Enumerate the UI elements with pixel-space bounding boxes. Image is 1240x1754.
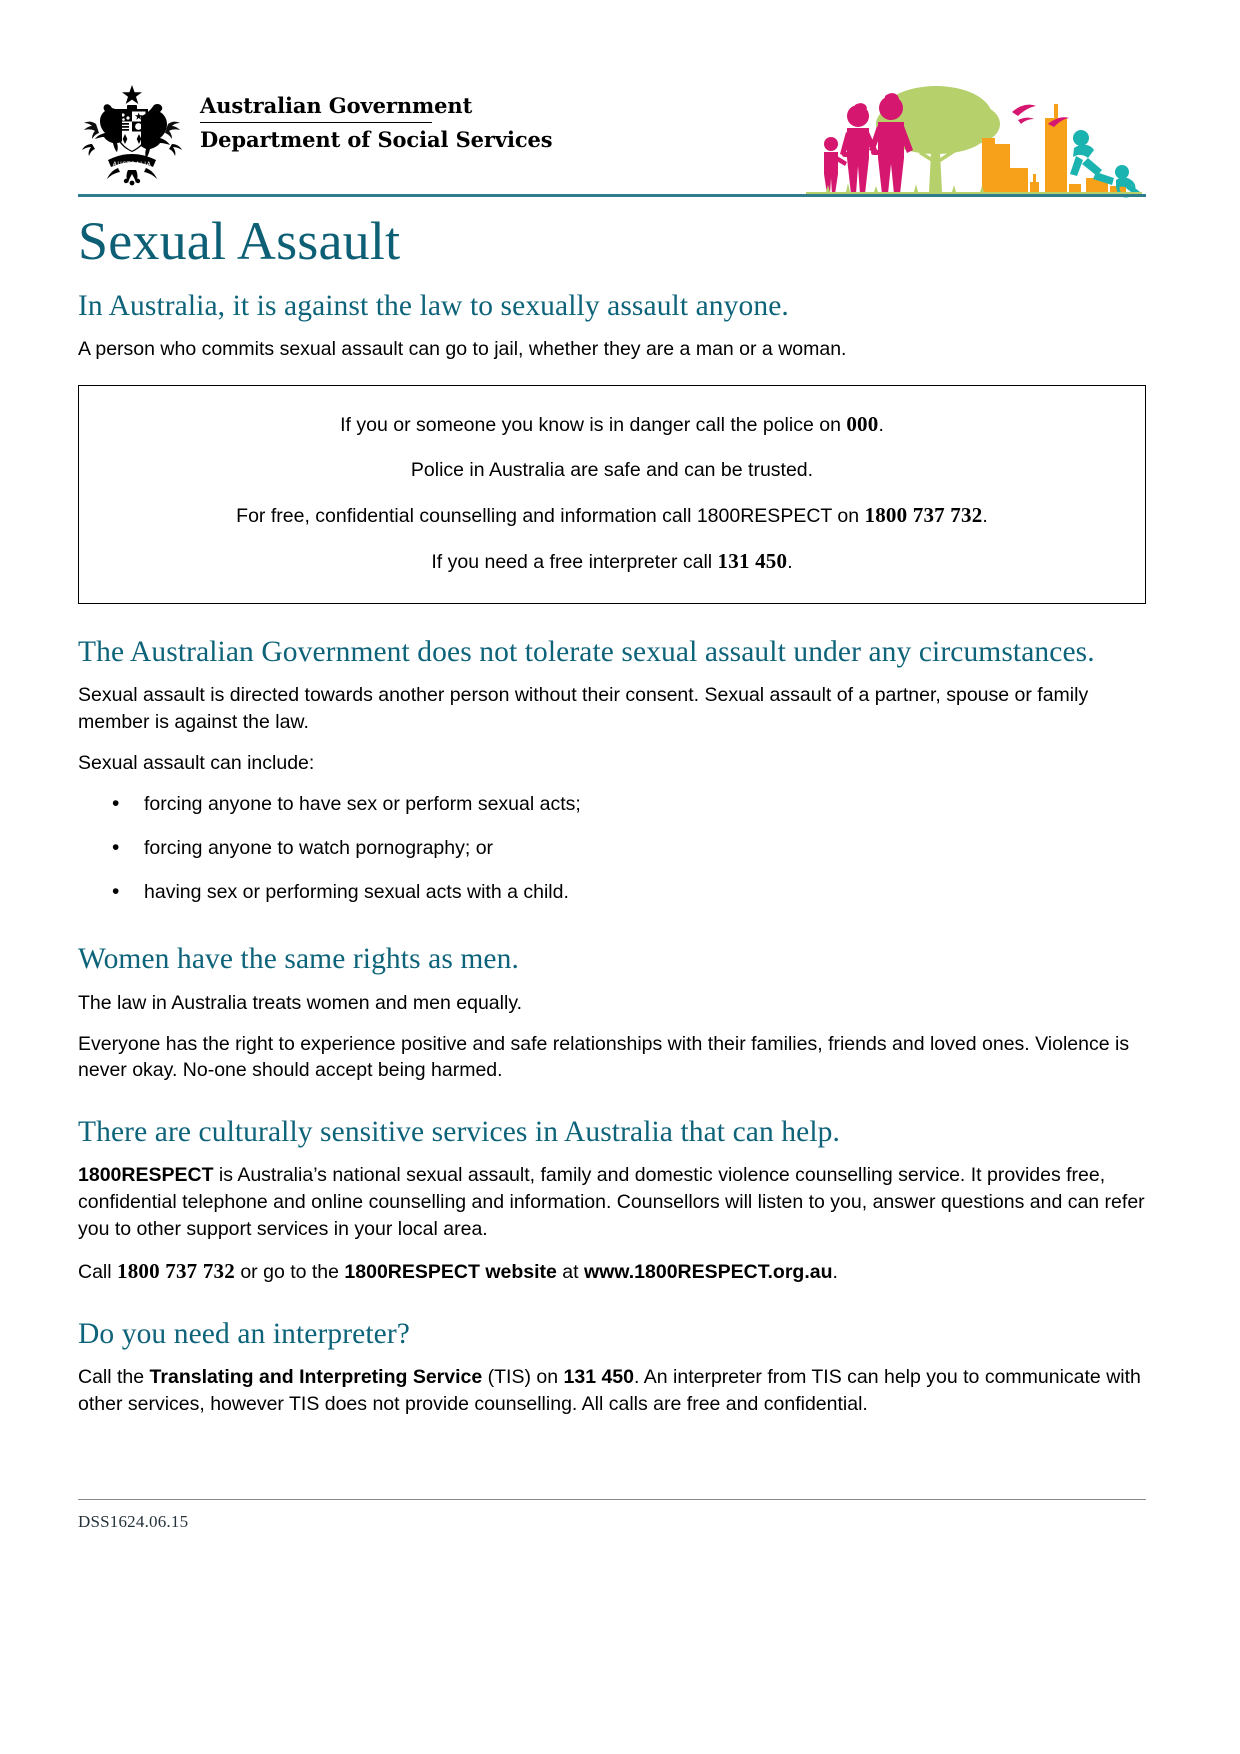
- document-code: DSS1624.06.15: [78, 1512, 189, 1531]
- services-paragraph-1-rest: is Australia’s national sexual assault, family and domestic violence counselling service. It provides free, confidential telephone and online counselling and information. Counsellors will listen to you, answer questions and can refer you to other support services in your local area.: [78, 1164, 1145, 1241]
- list-item: • forcing anyone to have sex or perform sexual acts;: [78, 791, 1146, 818]
- callout-line-respect: [99, 501, 1125, 530]
- heading-interpreter: Do you need an interpreter?: [78, 1318, 410, 1351]
- callout-line-police: [99, 410, 1125, 439]
- emergency-contact-box: [78, 385, 1146, 603]
- callout-police-period: .: [878, 414, 884, 437]
- callout-line-interpreter: [99, 547, 1125, 576]
- government-branding: [78, 78, 553, 186]
- goto-label: or go to the: [234, 1261, 345, 1284]
- intro-paragraph: A person who commits sexual assault can go to jail, whether they are a man or a woman.: [78, 338, 847, 361]
- services-paragraph-2: [78, 1257, 1146, 1286]
- callout-respect-period: .: [982, 505, 988, 528]
- tolerate-paragraph-1: Sexual assault is directed towards another person without their consent. Sexual assault of a partner, spouse or family member is against the law.: [78, 684, 1089, 733]
- rights-paragraph-2: Everyone has the right to experience positive and safe relationships with their families, friends and loved ones. Violence is never okay. No-one should accept being harmed.: [78, 1032, 1130, 1082]
- list-item: • having sex or performing sexual acts with a child.: [78, 879, 1146, 906]
- australian-coat-of-arms-icon: [78, 78, 186, 186]
- page-title: Sexual Assault: [78, 211, 401, 271]
- svg-text:AUSTRALIA: AUSTRALIA: [112, 161, 152, 168]
- at-label: at: [556, 1261, 584, 1284]
- section-spacer: [78, 1300, 1146, 1316]
- document-header: [78, 72, 1146, 200]
- section-spacer: [78, 1098, 1146, 1114]
- callout-interpreter-text: If you need a free interpreter call: [431, 551, 718, 574]
- tolerate-paragraph-2: Sexual assault can include:: [78, 751, 315, 774]
- heading-services: There are culturally sensitive services in Australia that can help.: [78, 1116, 840, 1149]
- heading-intro: In Australia, it is against the law to sexually assault anyone.: [78, 290, 789, 323]
- tis-service-name: Translating and Interpreting Service: [149, 1366, 483, 1389]
- sexual-assault-examples-list: [78, 791, 1146, 906]
- services-paragraph-2-period: .: [832, 1261, 838, 1284]
- interpreter-paragraph: [78, 1364, 1146, 1418]
- respect-website-label: 1800RESPECT website: [344, 1261, 557, 1284]
- callout-line-trust: Police in Australia are safe and can be trusted.: [410, 458, 814, 481]
- list-item: • forcing anyone to watch pornography; or: [78, 835, 1146, 862]
- police-phone-number: 000: [846, 412, 879, 437]
- respect-website-url: www.1800RESPECT.org.au: [583, 1261, 833, 1284]
- family-silhouette-shape: [824, 93, 913, 194]
- banner-illustration: [786, 72, 1146, 198]
- respect-phone-number-repeat: 1800 737 732: [117, 1259, 235, 1284]
- heading-tolerate: The Australian Government does not tolerate sexual assault under any circumstances.: [78, 635, 1095, 668]
- respect-brand-name: 1800RESPECT: [78, 1164, 214, 1187]
- section-spacer: [78, 919, 1146, 941]
- header-divider: [78, 194, 1146, 197]
- interpreter-paragraph-rest: . An interpreter from TIS can help you to communicate with other services, however TIS does not provide counselling. All calls are free and confidential.: [78, 1366, 1141, 1416]
- tis-abbrev-label: (TIS) on: [482, 1366, 564, 1389]
- footer-divider: [78, 1499, 1146, 1500]
- services-paragraph-1: [78, 1162, 1146, 1243]
- callout-police-text: If you or someone you know is in danger call the police on: [340, 414, 847, 437]
- interpreter-call-label: Call the: [78, 1366, 150, 1389]
- callout-respect-text: For free, confidential counselling and information call 1800RESPECT on: [236, 505, 865, 528]
- respect-phone-number: 1800 737 732: [864, 503, 983, 528]
- heading-rights: Women have the same rights as men.: [78, 943, 519, 976]
- interpreter-phone-number: 131 450: [717, 549, 788, 574]
- wordmark-divider: [200, 122, 432, 123]
- rights-paragraph-1: The law in Australia treats women and men equally.: [78, 991, 523, 1014]
- australian-government-text: Australian Government: [200, 93, 473, 118]
- call-label: Call: [78, 1261, 118, 1284]
- document-content: [78, 212, 1146, 1418]
- callout-interpreter-period: .: [787, 551, 793, 574]
- department-name-text: Department of Social Services: [200, 127, 553, 153]
- tis-phone-number: 131 450: [563, 1366, 634, 1389]
- government-wordmark: [200, 78, 553, 151]
